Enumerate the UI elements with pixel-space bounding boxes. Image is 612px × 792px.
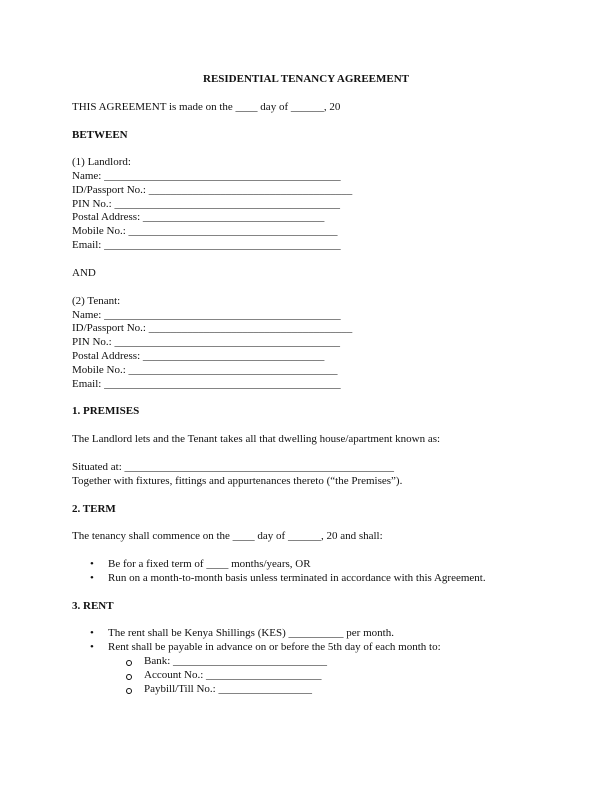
premises-heading: 1. PREMISES (72, 405, 140, 417)
and-label: AND (72, 267, 96, 279)
tenant-id-field: ID/Passport No.: _____________________________________ (72, 322, 353, 334)
landlord-heading: (1) Landlord: (72, 156, 131, 168)
sub-bullet-circle-icon (126, 660, 132, 666)
premises-text: The Landlord lets and the Tenant takes all that dwelling house/apartment known as: (72, 433, 441, 445)
tenant-pin-field: PIN No.: _________________________________________ (72, 336, 340, 348)
rent-bullet-amount: The rent shall be Kenya Shillings (KES) __________ per month. (108, 627, 394, 639)
agreement-date-line: THIS AGREEMENT is made on the ____ day of ______, 20 (72, 101, 341, 113)
bullet-icon: • (90, 572, 94, 584)
tenant-email-field: Email: ___________________________________________ (72, 378, 341, 390)
term-text: The tenancy shall commence on the ____ day of ______, 20 and shall: (72, 530, 383, 542)
sub-bullet-circle-icon (126, 688, 132, 694)
rent-account-field: Account No.: _____________________ (144, 669, 322, 681)
rent-bank-field: Bank: ____________________________ (144, 655, 328, 667)
landlord-mobile-field: Mobile No.: ______________________________________ (72, 225, 338, 237)
rent-heading: 3. RENT (72, 600, 114, 612)
landlord-id-field: ID/Passport No.: _____________________________________ (72, 184, 353, 196)
tenant-name-field: Name: ___________________________________________ (72, 309, 341, 321)
term-bullet-monthly: Run on a month-to-month basis unless terminated in accordance with this Agreement. (108, 572, 486, 584)
landlord-name-field: Name: ___________________________________________ (72, 170, 341, 182)
bullet-icon: • (90, 641, 94, 653)
tenant-postal-field: Postal Address: _________________________________ (72, 350, 325, 362)
tenant-mobile-field: Mobile No.: ______________________________________ (72, 364, 338, 376)
bullet-icon: • (90, 558, 94, 570)
landlord-email-field: Email: ___________________________________________ (72, 239, 341, 251)
premises-situated-line: Situated at: _________________________________________________ (72, 461, 395, 473)
landlord-pin-field: PIN No.: _________________________________________ (72, 198, 340, 210)
landlord-postal-field: Postal Address: _________________________________ (72, 211, 325, 223)
rent-bullet-payable: Rent shall be payable in advance on or before the 5th day of each month to: (108, 641, 441, 653)
premises-together-line: Together with fixtures, fittings and appurtenances thereto (“the Premises”). (72, 475, 403, 487)
sub-bullet-circle-icon (126, 674, 132, 680)
between-heading: BETWEEN (72, 129, 128, 141)
term-bullet-fixed: Be for a fixed term of ____ months/years, OR (108, 558, 311, 570)
term-heading: 2. TERM (72, 503, 116, 515)
document-title: RESIDENTIAL TENANCY AGREEMENT (203, 73, 409, 85)
bullet-icon: • (90, 627, 94, 639)
rent-paybill-field: Paybill/Till No.: _________________ (144, 683, 312, 695)
tenant-heading: (2) Tenant: (72, 295, 121, 307)
